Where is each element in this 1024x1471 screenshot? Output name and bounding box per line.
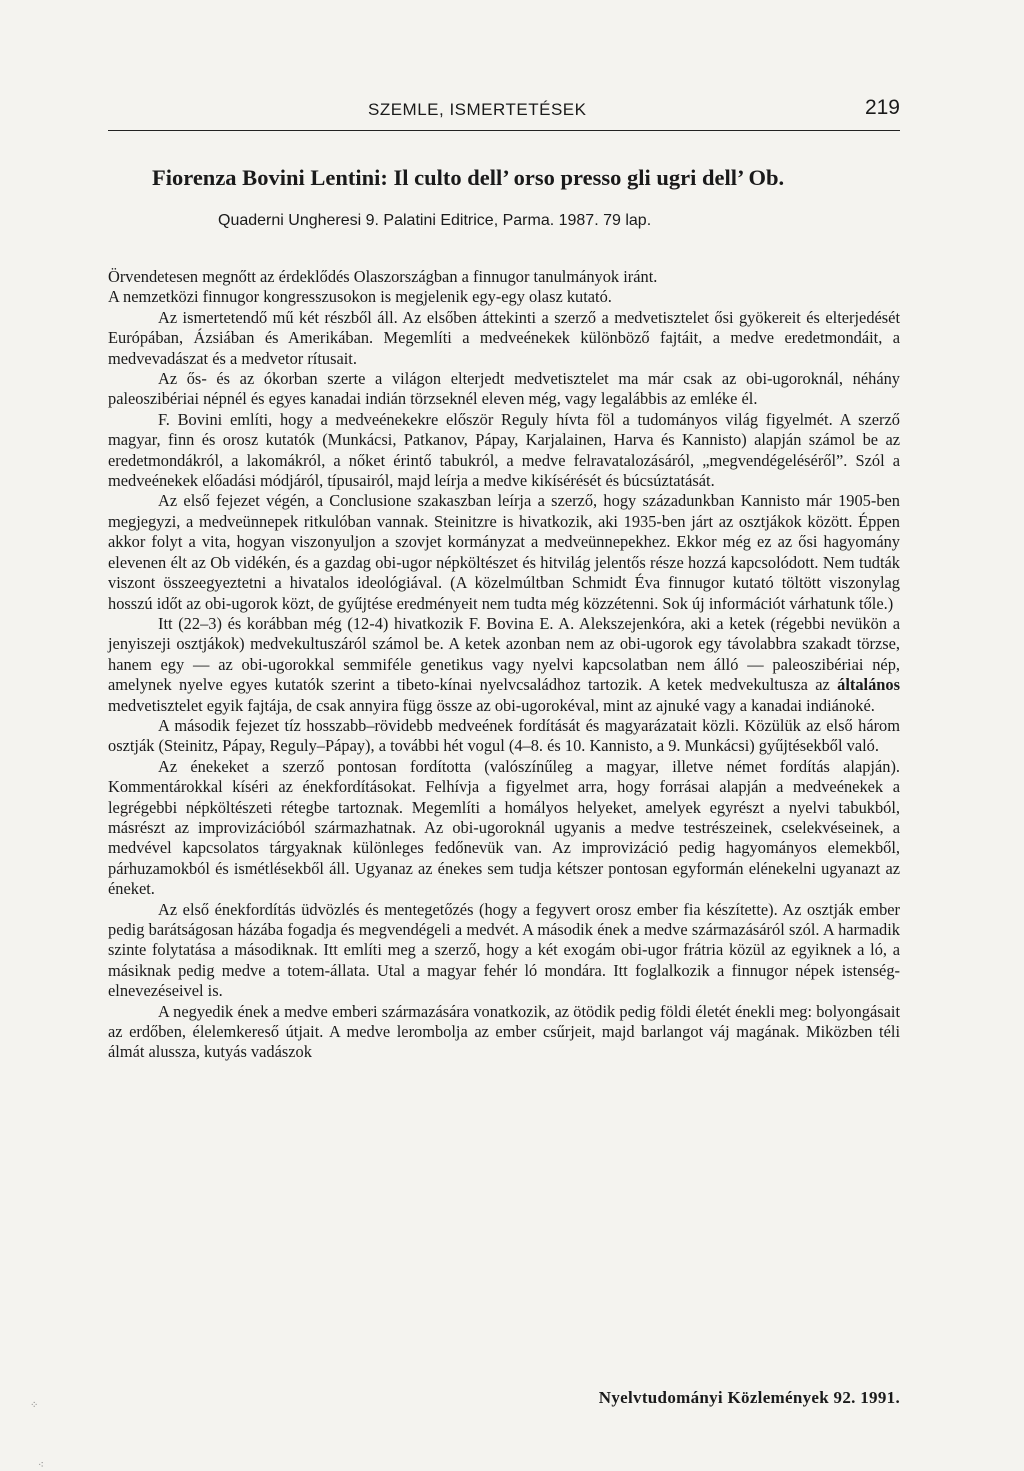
emphasized-word: általános [837, 675, 900, 695]
intro-line-2: A nemzetközi finnugor kongresszusokon is megjelenik egy-egy olasz kutató. [108, 287, 612, 307]
paragraph: F. Bovini említi, hogy a medveénekekre először Reguly hívta föl a tudományos világ figyelmét. A szerző magyar, finn és orosz kutatók (Munkácsi, Patkanov, Pápay, Karjalainen, Harva és Kannisto) alapján számol be az eredetmondákról, a lakomákról, a nőket érintő tabukról, a medve felravatalozásáról, „megvendégeléséről”. Szól a medveénekek előadási módjáról, típusairól, majd leírja a medve kikísérését és búcsúztatását. [108, 409, 900, 491]
paragraph-ketek-text-end: medvetisztelet egyik fajtája, de csak annyira függ össze az obi-ugorokéval, mint az ajnuké vagy a kanadai indiánoké. [108, 695, 875, 715]
paragraph: Az első fejezet végén, a Conclusione szakaszban leírja a szerző, hogy századunkban Kannisto már 1905-ben megjegyzi, a medveünnepek ritkulóban vannak. Steinitzre is hivatkozik, aki 1935-ben járt az osztjákok között. Éppen akkor folyt a vita, hogyan viszonyuljon a szovjet kormányzat a medveünnepekhez. Ekkor még ez az ősi hagyomány elevenen élt az Ob vidékén, és a gazdag obi-ugor népköltészet és hitvilág jelentős része hozzá kapcsolódott. Nem tudták viszont összeegyeztetni a hivatalos ideológiával. (A közelmúltban Schmidt Éva finnugor kutató töltött viszonylag hosszú időt az obi-ugorok közt, de gyűjtése eredményeit nem tudta még közzétenni. Sok új információt várhatunk tőle.) [108, 491, 900, 613]
running-header [108, 96, 900, 131]
review-body [108, 267, 900, 1063]
intro-line-1: Örvendetesen megnőtt az érdeklődés Olaszországban a finnugor tanulmányok iránt. [108, 267, 658, 286]
journal-footer: Nyelvtudományi Közlemények 92. 1991. [598, 1388, 900, 1407]
scan-speck: ⁘ [30, 1400, 39, 1411]
paragraph-ketek [108, 614, 900, 716]
paragraph: Az ős- és az ókorban szerte a világon elterjedt medvetisztelet ma már csak az obi-ugoroknál, néhány paleoszibériai népnél és egyes kanadai indián törzseknél eleven még, vagy legalábbis az emléke él. [108, 369, 900, 409]
scan-speck: ⁖ [38, 1460, 44, 1471]
paragraph: A negyedik ének a medve emberi származására vonatkozik, az ötödik pedig földi életét énekli meg: bolyongásait az erdőben, élelemkereső útjait. A medve lerombolja az ember csűrjeit, majd barlangot váj magának. Miközben téli álmát alussza, kutyás vadászok [108, 1001, 900, 1062]
paragraph: Az énekeket a szerző pontosan fordította (valószínűleg a magyar, illetve német fordítás alapján). Kommentárokkal kíséri az énekfordításokat. Felhívja a figyelmet arra, hogy forrásai alapján a medveénekek a legrégebbi népköltészeti rétegbe tartoznak. Megemlíti a homályos helyeket, amelyek egyrészt a nyelvi tabukból, másrészt az improvizációból származhatnak. Az obi-ugoroknál ugyanis a medve testrészeinek, cselekvéseinek, a medvével kapcsolatos tárgyaknak különleges fedőnevük van. Az improvizáció pedig hagyományos elemekből, párhuzamokból és ismétlésekből áll. Ugyanaz az énekes sem tudja kétszer pontosan egyformán elénekelni ugyanazt az éneket. [108, 756, 900, 899]
publication-details: Quaderni Ungheresi 9. Palatini Editrice, Parma. 1987. 79 lap. [218, 212, 652, 229]
paragraph: Az ismertetendő mű két részből áll. Az elsőben áttekinti a szerző a medvetisztelet ősi gyökereit és elterjedését Európában, Ázsiában és Amerikában. Megemlíti a medveénekek különböző fajtáit, a medve eredetmondáit, a medvevadászat és a medvetor rítusait. [108, 307, 900, 368]
page-number: 219 [864, 96, 900, 119]
paragraph-ketek-text: Itt (22–3) és korábban még (12-4) hivatkozik F. Bovina E. A. Alekszejenkóra, aki a ketek (régebbi nevükön a jenyiszeji osztjákok) medvekultuszáról számol be. A ketek azonban nem az obi-ugorok egy távolabbra szakadt törzse, hanem egy — az obi-ugorokkal semmiféle genetikus vagy nyelvi kapcsolatban nem álló — paleoszibériai nép, amelynek nyelve egyes kutatók szerint a tibeto-kínai nyelvcsaládhoz tartozik. A ketek medvekultusza az [108, 613, 900, 695]
paragraph: A második fejezet tíz hosszabb–rövidebb medveének fordítását és magyarázatait közli. Közülük az első három osztják (Steinitz, Pápay, Reguly–Pápay), a további hét vogul (4–8. és 10. Kannisto, a 9. Munkácsi) gyűjtésekből való. [108, 715, 900, 756]
article-title: Fiorenza Bovini Lentini: Il culto dell’ orso presso gli ugri dell’ Ob. [152, 165, 785, 190]
running-title: SZEMLE, ISMERTETÉSEK [368, 100, 587, 119]
paragraph: Az első énekfordítás üdvözlés és mentegetőzés (hogy a fegyvert orosz ember fia készítette). Az osztják ember pedig barátságosan házába fogadja és megvendégeli a medvét. A második ének a medve származásáról szól. A harmadik szinte folytatása a másodiknak. Itt említi meg a szerző, hogy a két exogám obi-ugor frátria közül az egyiknek a ló, a másiknak pedig medve a totem-állata. Utal a magyar fehér ló mondára. Itt foglalkozik a finnugor népek istenség-elnevezéseivel is. [108, 899, 900, 1001]
